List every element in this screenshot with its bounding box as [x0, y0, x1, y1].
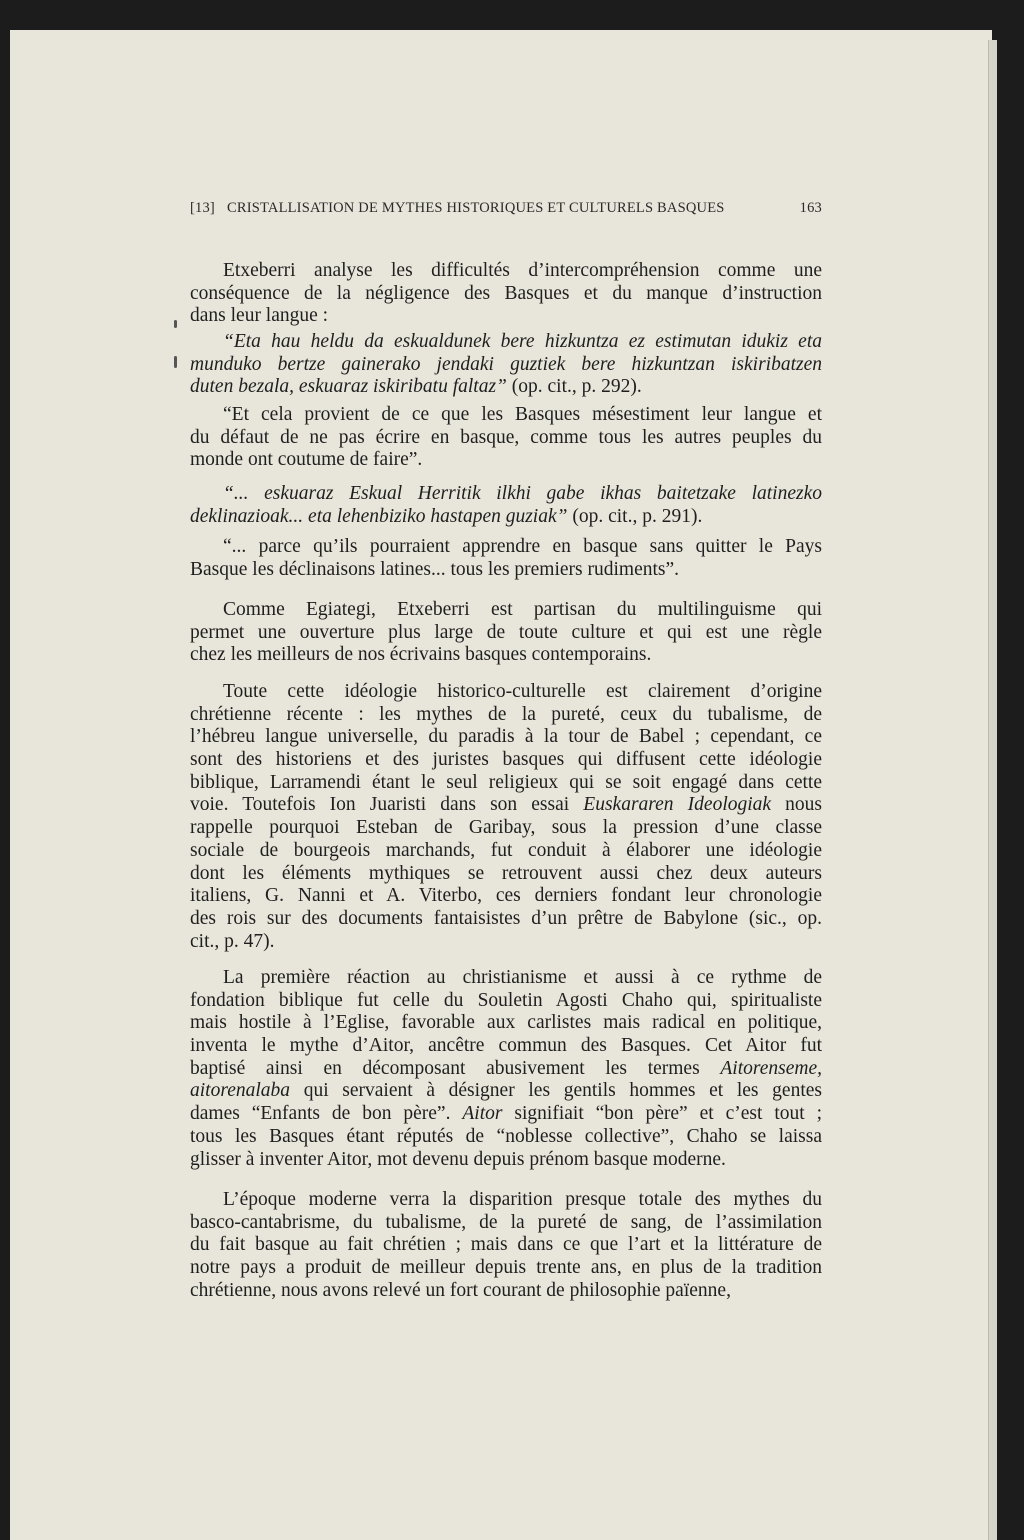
- text-segment: “... parce qu’ils pourraient apprendre en basque sans quitter le Pays: [223, 536, 822, 557]
- text-line: [190, 726, 822, 749]
- text-line: [190, 331, 822, 354]
- text-segment: glisser à inventer Aitor, mot devenu depuis prénom basque moderne.: [190, 1148, 726, 1170]
- text-segment: La première réaction au christianisme et aussi à ce rythme de: [223, 967, 822, 988]
- text-line: [190, 1149, 822, 1172]
- margin-mark: [174, 356, 177, 368]
- italic-text: Aitor: [462, 1103, 503, 1125]
- italic-text: aitorenalaba: [190, 1080, 291, 1102]
- text-segment: mais hostile à l’Eglise, favorable aux carlistes mais radical en politique,: [190, 1012, 822, 1034]
- text-segment: dames “Enfants de bon père”.: [190, 1103, 463, 1125]
- text-segment: du défaut de ne pas écrire en basque, comme tous les autres peuples du: [190, 426, 822, 448]
- text-line: [190, 427, 822, 450]
- text-line: [190, 260, 822, 283]
- text-segment: chrétienne, nous avons relevé un fort courant de philosophie païenne,: [190, 1279, 731, 1301]
- text-line: [190, 376, 822, 399]
- text-segment: nous: [771, 794, 823, 816]
- text-line: [190, 704, 822, 727]
- text-line: [190, 1012, 822, 1035]
- text-line: [190, 1103, 822, 1126]
- text-segment: (op. cit., p. 291).: [567, 505, 703, 527]
- text-segment: Toute cette idéologie historico-culturelle est clairement d’origine: [223, 681, 822, 702]
- text-line: [190, 536, 822, 559]
- text-line: [190, 749, 822, 772]
- italic-text: “Eta hau heldu da eskualdunek bere hizkuntza ez estimutan idukiz eta: [223, 331, 822, 352]
- running-title: CRISTALLISATION DE MYTHES HISTORIQUES ET CULTURELS BASQUES: [226, 200, 725, 216]
- italic-text: duten bezala, eskuaraz iskiribatu faltaz”: [190, 376, 507, 398]
- text-line: [190, 404, 822, 427]
- text-segment: biblique, Larramendi étant le seul religieux qui se soit engagé dans cette: [190, 771, 822, 793]
- text-segment: baptisé ainsi en décomposant abusivement les termes: [190, 1057, 721, 1079]
- text-line: [190, 1234, 822, 1257]
- text-segment: cit., p. 47).: [190, 930, 275, 952]
- paragraph: [190, 599, 822, 667]
- text-segment: signifiait “bon père” et c’est tout ;: [502, 1103, 823, 1125]
- text-segment: chez les meilleurs de nos écrivains basques contemporains.: [190, 644, 652, 666]
- text-segment: voie. Toutefois Ion Juaristi dans son essai: [190, 794, 584, 816]
- translation: [190, 536, 822, 581]
- paragraph: [190, 681, 822, 953]
- text-segment: “Et cela provient de ce que les Basques mésestiment leur langue et: [223, 404, 822, 425]
- text-line: [190, 1189, 822, 1212]
- text-line: [190, 817, 822, 840]
- margin-mark: [174, 320, 177, 328]
- italic-text: munduko bertze gainerako jendaki guztiek bere hizkuntzan iskiribatzen: [190, 353, 822, 375]
- text-segment: (op. cit., p. 292).: [506, 376, 642, 398]
- text-segment: L’époque moderne verra la disparition presque totale des mythes du: [223, 1189, 822, 1210]
- text-line: [190, 622, 822, 645]
- text-segment: dont les éléments mythiques se retrouvent aussi chez deux auteurs: [190, 862, 822, 884]
- italic-text: Aitorenseme,: [720, 1057, 822, 1079]
- text-segment: Comme Egiategi, Etxeberri est partisan du multilinguisme qui: [223, 599, 822, 620]
- text-line: [190, 967, 822, 990]
- text-line: [190, 1058, 822, 1081]
- text-line: [190, 681, 822, 704]
- text-segment: sont des historiens et des juristes basques qui diffusent cette idéologie: [190, 749, 822, 771]
- text-line: [190, 1080, 822, 1103]
- text-line: [190, 1035, 822, 1058]
- running-header: [190, 200, 822, 217]
- text-segment: Basque les déclinaisons latines... tous les premiers rudiments”.: [190, 558, 680, 580]
- italic-text: Euskararen Ideologiak: [583, 794, 772, 816]
- paragraph: [190, 1189, 822, 1302]
- text-line: [190, 885, 822, 908]
- text-line: [190, 449, 822, 472]
- text-line: [190, 559, 822, 582]
- text-segment: dans leur langue :: [190, 305, 329, 327]
- text-segment: des rois sur des documents fantaisistes d’un prêtre de Babylone (sic., op.: [190, 907, 822, 929]
- text-segment: l’hébreu langue universelle, du paradis à la tour de Babel ; cependant, ce: [190, 726, 822, 748]
- text-segment: monde ont coutume de faire”.: [190, 449, 423, 471]
- text-segment: chrétienne récente : les mythes de la pureté, ceux du tubalisme, de: [190, 703, 822, 725]
- text-line: [190, 644, 822, 667]
- quote: [190, 331, 822, 399]
- text-segment: qui servaient à désigner les gentils hommes et les gentes: [290, 1080, 822, 1102]
- text-segment: notre pays a produit de meilleur depuis trente ans, en plus de la tradition: [190, 1257, 822, 1279]
- text-line: [190, 1212, 822, 1235]
- text-line: [190, 1257, 822, 1280]
- text-segment: conséquence de la négligence des Basques et du manque d’instruction: [190, 282, 822, 304]
- text-segment: Etxeberri analyse les difficultés d’intercompréhension comme une: [223, 260, 822, 281]
- text-line: [190, 483, 822, 506]
- text-segment: rappelle pourquoi Esteban de Garibay, sous la pression d’une classe: [190, 817, 822, 839]
- text-line: [190, 772, 822, 795]
- text-segment: permet une ouverture plus large de toute culture et qui est une règle: [190, 621, 822, 643]
- italic-text: “... eskuaraz Eskual Herritik ilkhi gabe ikhas baitetzake latinezko: [223, 483, 822, 504]
- text-line: [190, 990, 822, 1013]
- page-number: 163: [799, 200, 822, 216]
- text-segment: inventa le mythe d’Aitor, ancêtre commun des Basques. Cet Aitor fut: [190, 1035, 822, 1057]
- section-number: [13]: [190, 200, 215, 216]
- text-segment: basco-cantabrisme, du tubalisme, de la pureté de sang, de l’assimilation: [190, 1211, 822, 1233]
- text-line: [190, 794, 822, 817]
- page-edge: [988, 40, 997, 1540]
- text-segment: du fait basque au fait chrétien ; mais dans ce que l’art et la littérature de: [190, 1234, 822, 1256]
- text-line: [190, 305, 822, 328]
- text-line: [190, 354, 822, 377]
- text-line: [190, 1126, 822, 1149]
- italic-text: deklinazioak... eta lehenbiziko hastapen guziak”: [190, 505, 568, 527]
- text-line: [190, 506, 822, 529]
- text-segment: sociale de bourgeois marchands, fut conduit à élaborer une idéologie: [190, 839, 822, 861]
- text-segment: tous les Basques étant réputés de “noblesse collective”, Chaho se laissa: [190, 1125, 822, 1147]
- text-segment: italiens, G. Nanni et A. Viterbo, ces derniers fondant leur chronologie: [190, 885, 822, 907]
- text-line: [190, 908, 822, 931]
- text-line: [190, 1280, 822, 1303]
- paragraph: [190, 967, 822, 1171]
- text-line: [190, 599, 822, 622]
- text-line: [190, 931, 822, 954]
- paragraph: [190, 260, 822, 328]
- text-line: [190, 863, 822, 886]
- translation: [190, 404, 822, 472]
- text-segment: fondation biblique fut celle du Souletin Agosti Chaho qui, spiritualiste: [190, 989, 822, 1011]
- quote: [190, 483, 822, 528]
- text-line: [190, 283, 822, 306]
- text-line: [190, 840, 822, 863]
